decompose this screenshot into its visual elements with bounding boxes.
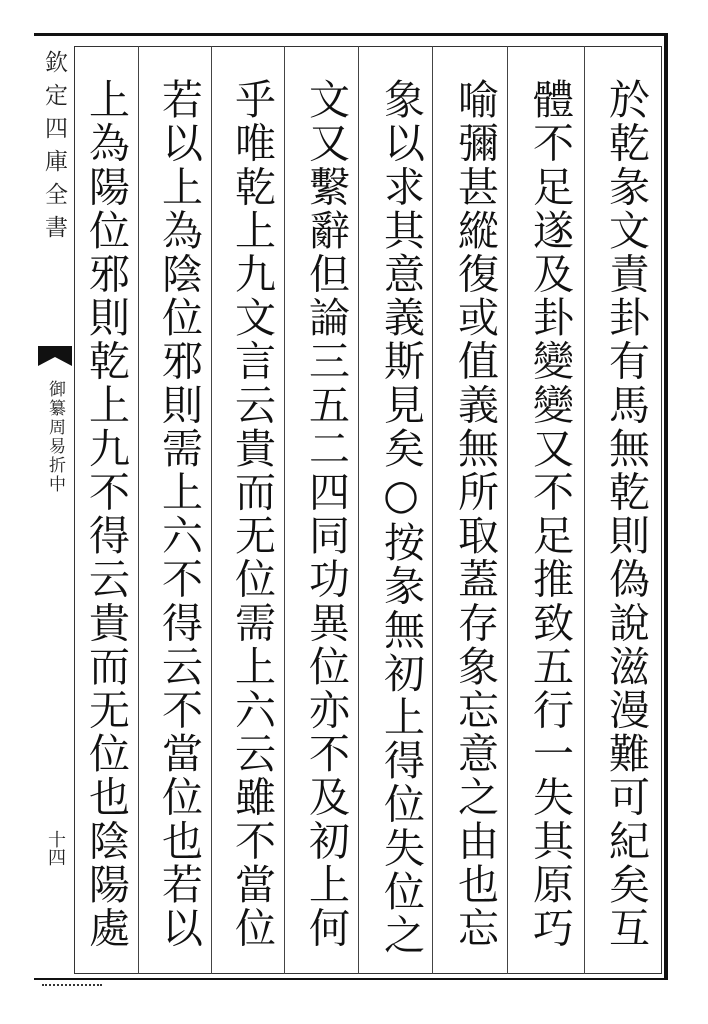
column-divider xyxy=(211,46,212,974)
column-divider xyxy=(358,46,359,974)
book-title: 御纂周易折中 xyxy=(45,380,65,494)
text-column-2: 體不足遂及卦變變又不足推致五行一失其原巧 xyxy=(526,78,574,950)
text-column-7: 若以上為陰位邪則需上六不得云不當位也若以 xyxy=(155,78,203,950)
collection-title: 欽定四庫全書 xyxy=(41,50,67,248)
fishtail-mark-icon xyxy=(38,346,72,366)
bottom-edge-mark xyxy=(42,984,102,996)
column-divider xyxy=(507,46,508,974)
text-column-4: 象以求其意義斯見矣○按彖無初上得位失位之 xyxy=(377,78,425,957)
column-divider xyxy=(584,46,585,974)
text-column-3: 喻彌甚縱復或值義無所取蓋存象忘意之由也忘 xyxy=(451,78,499,950)
column-divider xyxy=(284,46,285,974)
text-column-1: 於乾彖文責卦有馬無乾則偽說滋漫難可紀矣互 xyxy=(602,78,650,950)
block-margin xyxy=(36,50,72,970)
text-column-8: 上為陽位邪則乾上九不得云貴而无位也陰陽處 xyxy=(82,78,130,950)
column-divider xyxy=(138,46,139,974)
column-divider xyxy=(432,46,433,974)
text-column-6: 乎唯乾上九文言云貴而无位需上六云雖不當位 xyxy=(228,78,276,950)
text-column-5: 文又繫辭但論三五二四同功異位亦不及初上何 xyxy=(302,78,350,950)
page-number: 十四 xyxy=(45,830,66,866)
